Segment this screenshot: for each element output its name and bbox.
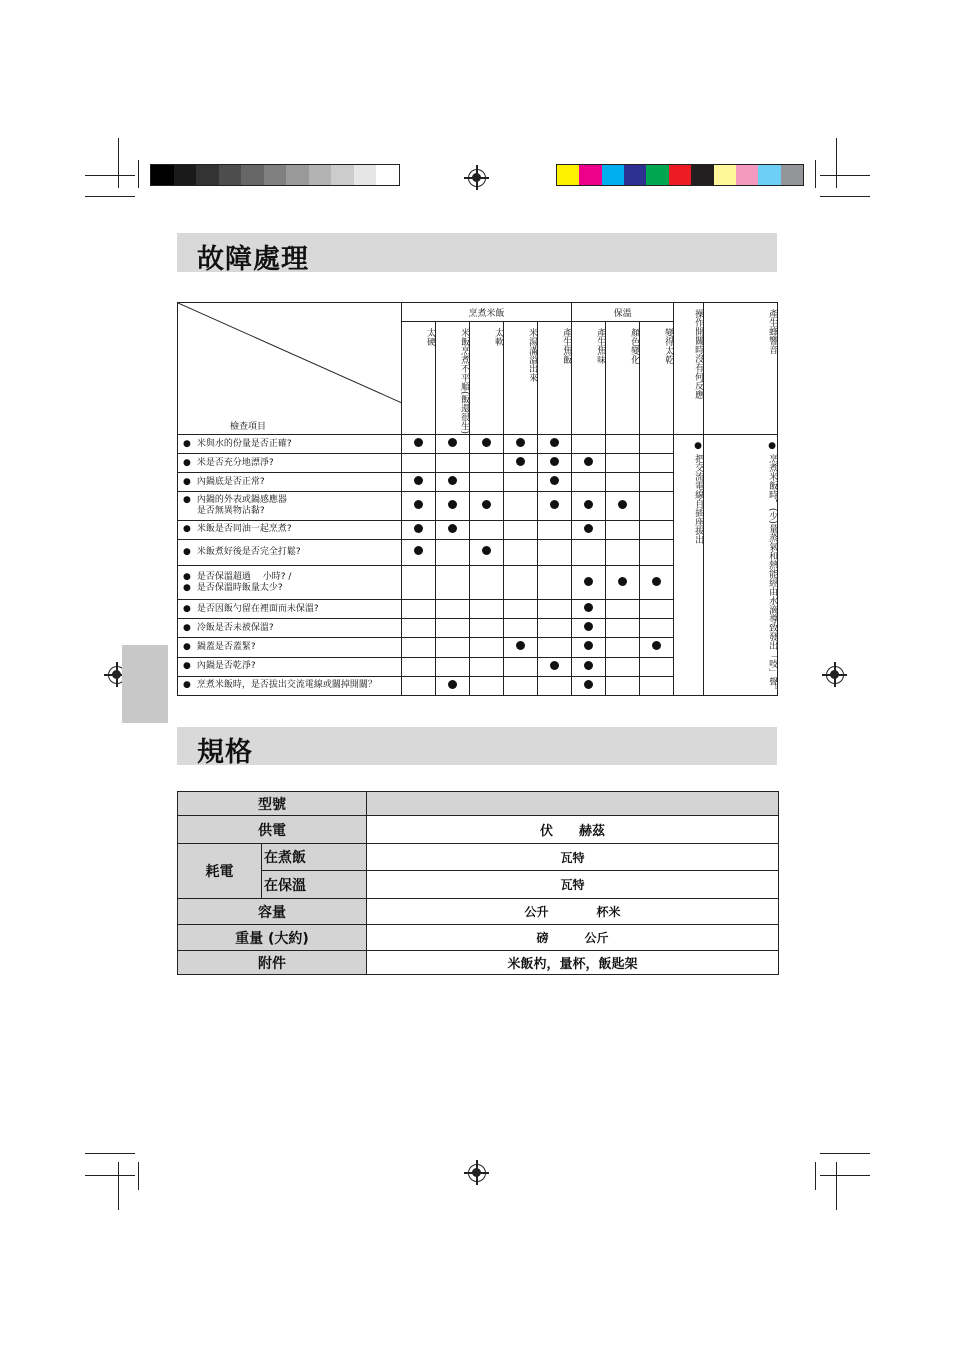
color-swatch	[624, 165, 646, 185]
bullet-icon: ●	[183, 524, 191, 535]
mark-cell	[436, 435, 470, 454]
color-swatch	[309, 165, 332, 185]
gray-calibration-bar	[150, 164, 400, 186]
mark-cell	[538, 435, 572, 454]
column-header: 太軟	[470, 322, 504, 435]
mark-cell	[606, 435, 640, 454]
mark-cell	[606, 638, 640, 657]
mark-cell	[572, 565, 606, 599]
bullet-mark-icon	[448, 524, 457, 533]
mark-cell	[470, 435, 504, 454]
bullet-mark-icon	[550, 457, 559, 466]
mark-cell	[504, 600, 538, 619]
bullet-mark-icon	[448, 680, 457, 689]
mark-cell	[572, 454, 606, 473]
mark-cell	[402, 600, 436, 619]
mark-cell	[504, 676, 538, 695]
mark-cell	[436, 619, 470, 638]
model-label: 型號	[178, 792, 367, 816]
mark-cell	[640, 520, 674, 539]
mark-cell	[402, 473, 436, 492]
mark-cell	[606, 492, 640, 520]
mark-cell	[470, 520, 504, 539]
crop-mark	[820, 175, 870, 176]
mark-cell	[640, 539, 674, 565]
bullet-icon: ●	[183, 603, 191, 614]
mark-cell	[470, 565, 504, 599]
mark-cell	[470, 454, 504, 473]
bullet-mark-icon	[584, 661, 593, 670]
check-item-text: 米是否充分地漂淨?	[196, 457, 274, 468]
bullet-mark-icon	[414, 476, 423, 485]
troubleshooting-heading-bar	[177, 233, 777, 275]
color-swatch	[219, 165, 242, 185]
column-header: 變得太乾	[640, 322, 674, 435]
crop-mark	[836, 138, 837, 188]
mark-cell	[436, 600, 470, 619]
check-item-text: 是否保溫時飯量太少?	[196, 582, 283, 593]
table-row	[178, 435, 778, 454]
page-side-tab	[122, 645, 168, 723]
mark-cell	[504, 638, 538, 657]
bullet-icon: ●	[693, 441, 704, 452]
check-item-text: 冷飯是否未被保溫?	[196, 622, 274, 633]
bullet-mark-icon	[584, 641, 593, 650]
bullet-mark-icon	[584, 457, 593, 466]
warming-label: 在保溫	[262, 871, 367, 899]
color-swatch	[151, 165, 174, 185]
mark-cell	[402, 565, 436, 599]
bullet-mark-icon	[448, 500, 457, 509]
mark-cell	[436, 565, 470, 599]
mark-cell	[606, 473, 640, 492]
mark-cell	[538, 657, 572, 676]
crop-mark	[85, 196, 135, 197]
specs-title: 規格	[197, 737, 253, 768]
mark-cell	[402, 435, 436, 454]
mark-cell	[436, 520, 470, 539]
color-swatch	[376, 165, 399, 185]
mark-cell	[436, 638, 470, 657]
model-value	[367, 792, 779, 816]
switch-note-cell	[674, 435, 704, 696]
column-header: 產生焦飯	[538, 322, 572, 435]
crop-mark	[836, 1162, 837, 1210]
crop-mark	[85, 1153, 135, 1154]
mark-cell	[470, 539, 504, 565]
mark-cell	[538, 638, 572, 657]
registration-mark-icon	[826, 666, 844, 684]
switch-note: 把交流電線自插座拔出	[693, 453, 704, 544]
mark-cell	[572, 473, 606, 492]
crop-mark	[820, 1153, 870, 1154]
bullet-icon: ●	[183, 641, 191, 652]
check-item-text: 是否無異物沾黏?	[196, 506, 265, 516]
bullet-mark-icon	[584, 577, 593, 586]
color-swatch	[354, 165, 377, 185]
bullet-mark-icon	[584, 622, 593, 631]
bullet-mark-icon	[584, 603, 593, 612]
mark-cell	[538, 520, 572, 539]
check-item	[178, 638, 402, 657]
bullet-mark-icon	[618, 577, 627, 586]
group-warming-header: 保溫	[572, 303, 674, 322]
check-item	[178, 657, 402, 676]
mark-cell	[640, 454, 674, 473]
consumption-label: 耗電	[178, 844, 262, 899]
mark-cell	[640, 473, 674, 492]
cooking-label: 在煮飯	[262, 844, 367, 871]
mark-cell	[640, 657, 674, 676]
capacity-label: 容量	[178, 899, 367, 925]
mark-cell	[640, 492, 674, 520]
mark-cell	[504, 435, 538, 454]
warming-value: 瓦特	[367, 871, 779, 899]
color-swatch	[174, 165, 197, 185]
mark-cell	[606, 520, 640, 539]
mark-cell	[470, 657, 504, 676]
mark-cell	[504, 539, 538, 565]
mark-cell	[402, 638, 436, 657]
mark-cell	[606, 454, 640, 473]
check-item	[178, 619, 402, 638]
mark-cell	[572, 539, 606, 565]
mark-cell	[538, 492, 572, 520]
bullet-mark-icon	[550, 500, 559, 509]
bullet-mark-icon	[414, 524, 423, 533]
mark-cell	[504, 565, 538, 599]
check-item-text: 米與水的份量是否正確?	[196, 438, 292, 449]
crop-mark	[815, 1162, 816, 1190]
check-item	[178, 520, 402, 539]
mark-cell	[402, 657, 436, 676]
color-swatch	[669, 165, 691, 185]
mark-cell	[402, 619, 436, 638]
mark-cell	[436, 454, 470, 473]
color-swatch	[331, 165, 354, 185]
bullet-mark-icon	[482, 438, 491, 447]
bullet-icon: ●	[183, 546, 191, 557]
bullet-mark-icon	[652, 577, 661, 586]
bullet-mark-icon	[414, 546, 423, 555]
bullet-icon: ●	[767, 441, 778, 452]
mark-cell	[538, 619, 572, 638]
corner-cell	[178, 303, 402, 435]
bullet-mark-icon	[550, 476, 559, 485]
accessories-value: 米飯杓，量杯，飯匙架	[367, 951, 779, 975]
check-item-text: 烹煮米飯時，是否拔出交流電線或關掉開關？	[196, 680, 377, 691]
mark-cell	[402, 676, 436, 695]
column-header: 顏色變化	[606, 322, 640, 435]
mark-cell	[538, 454, 572, 473]
column-header: 米湯滿溢出來	[504, 322, 538, 435]
check-item-text: 鍋蓋是否蓋緊?	[196, 641, 256, 652]
check-item-text: 內鍋是否乾淨?	[196, 661, 256, 672]
mark-cell	[470, 492, 504, 520]
mark-cell	[640, 600, 674, 619]
mark-cell	[504, 454, 538, 473]
mark-cell	[436, 492, 470, 520]
mark-cell	[572, 435, 606, 454]
check-item	[178, 435, 402, 454]
mark-cell	[504, 619, 538, 638]
mark-cell	[606, 539, 640, 565]
check-item-text: 是否保溫超過 小時? /	[196, 571, 292, 582]
bullet-icon: ●	[183, 582, 191, 593]
mark-cell	[470, 619, 504, 638]
color-swatch	[557, 165, 579, 185]
crop-mark	[85, 1175, 135, 1176]
mark-cell	[572, 492, 606, 520]
bullet-mark-icon	[414, 500, 423, 509]
check-item-text: 米飯煮好後是否完全打鬆?	[196, 546, 301, 557]
color-swatch	[758, 165, 780, 185]
noise-header: 產生蜂響音	[704, 303, 778, 435]
color-swatch	[691, 165, 713, 185]
mark-cell	[606, 565, 640, 599]
bullet-mark-icon	[516, 438, 525, 447]
specs-heading-bar	[177, 727, 777, 768]
mark-cell	[402, 539, 436, 565]
group-cooking-header: 烹煮米飯	[402, 303, 572, 322]
color-swatch	[286, 165, 309, 185]
troubleshooting-table	[177, 302, 778, 696]
crop-mark	[820, 196, 870, 197]
crop-mark	[85, 175, 135, 176]
check-item-text: 米飯是否同油一起烹煮?	[196, 524, 292, 535]
mark-cell	[504, 520, 538, 539]
mark-cell	[538, 676, 572, 695]
check-item	[178, 492, 402, 520]
mark-cell	[572, 600, 606, 619]
bullet-mark-icon	[584, 500, 593, 509]
bullet-mark-icon	[550, 438, 559, 447]
noise-note-cell	[704, 435, 778, 696]
crop-mark	[118, 138, 119, 188]
mark-cell	[572, 520, 606, 539]
bullet-mark-icon	[652, 641, 661, 650]
check-item	[178, 473, 402, 492]
bullet-mark-icon	[448, 438, 457, 447]
mark-cell	[402, 454, 436, 473]
bullet-icon: ●	[183, 457, 191, 468]
bullet-mark-icon	[516, 457, 525, 466]
color-swatch	[264, 165, 287, 185]
mark-cell	[606, 657, 640, 676]
bullet-icon: ●	[183, 680, 191, 691]
mark-cell	[640, 676, 674, 695]
check-item-text: 內鍋底是否正常?	[196, 476, 265, 487]
color-swatch	[646, 165, 668, 185]
cooking-value: 瓦特	[367, 844, 779, 871]
color-swatch	[736, 165, 758, 185]
mark-cell	[470, 473, 504, 492]
mark-cell	[504, 492, 538, 520]
bullet-mark-icon	[584, 680, 593, 689]
mark-cell	[538, 473, 572, 492]
specs-table	[177, 791, 779, 975]
mark-cell	[538, 539, 572, 565]
troubleshooting-title: 故障處理	[197, 244, 309, 275]
bullet-mark-icon	[482, 546, 491, 555]
switch-no-response-header: 操作開關時沒有何反應	[674, 303, 704, 435]
mark-cell	[402, 520, 436, 539]
check-item	[178, 600, 402, 619]
mark-cell	[572, 638, 606, 657]
registration-mark-icon	[468, 169, 486, 187]
mark-cell	[640, 638, 674, 657]
check-item	[178, 565, 402, 599]
crop-mark	[118, 1162, 119, 1210]
mark-cell	[436, 539, 470, 565]
diagonal-line	[178, 303, 402, 403]
color-swatch	[781, 165, 803, 185]
check-item	[178, 454, 402, 473]
weight-label: 重量 (大約)	[178, 925, 367, 951]
weight-value: 磅 公斤	[367, 925, 779, 951]
bullet-mark-icon	[482, 500, 491, 509]
crop-mark	[815, 160, 816, 188]
column-header: 太硬	[402, 322, 436, 435]
color-calibration-bar	[556, 164, 804, 186]
mark-cell	[436, 657, 470, 676]
power-label: 供電	[178, 816, 367, 844]
mark-cell	[504, 473, 538, 492]
color-swatch	[196, 165, 219, 185]
noise-note: 烹煮米飯時，(少)量蒸氣和熱能經由水滴導致發出「吱」聲。	[767, 453, 778, 695]
crop-mark	[820, 1175, 870, 1176]
color-swatch	[714, 165, 736, 185]
check-item-text: 是否因飯勺留在裡面而未保溫?	[196, 603, 319, 614]
mark-cell	[572, 619, 606, 638]
mark-cell	[436, 473, 470, 492]
accessories-label: 附件	[178, 951, 367, 975]
mark-cell	[572, 676, 606, 695]
mark-cell	[640, 619, 674, 638]
bullet-mark-icon	[584, 524, 593, 533]
bullet-icon: ●	[183, 495, 191, 505]
mark-cell	[606, 619, 640, 638]
mark-cell	[402, 492, 436, 520]
bullet-mark-icon	[448, 476, 457, 485]
mark-cell	[436, 676, 470, 695]
mark-cell	[470, 638, 504, 657]
color-swatch	[579, 165, 601, 185]
mark-cell	[640, 565, 674, 599]
corner-label: 檢查項目	[230, 422, 267, 433]
bullet-mark-icon	[550, 661, 559, 670]
mark-cell	[504, 657, 538, 676]
power-value: 伏 赫茲	[367, 816, 779, 844]
mark-cell	[606, 600, 640, 619]
mark-cell	[470, 676, 504, 695]
mark-cell	[640, 435, 674, 454]
bullet-mark-icon	[618, 500, 627, 509]
mark-cell	[606, 676, 640, 695]
bullet-icon: ●	[183, 661, 191, 672]
check-item	[178, 539, 402, 565]
bullet-icon: ●	[183, 622, 191, 633]
color-swatch	[241, 165, 264, 185]
mark-cell	[538, 600, 572, 619]
capacity-value: 公升 杯米	[367, 899, 779, 925]
bullet-icon: ●	[183, 476, 191, 487]
color-swatch	[602, 165, 624, 185]
bullet-icon: ●	[183, 438, 191, 449]
mark-cell	[538, 565, 572, 599]
mark-cell	[470, 600, 504, 619]
bullet-mark-icon	[516, 641, 525, 650]
crop-mark	[138, 160, 139, 188]
bullet-mark-icon	[414, 438, 423, 447]
mark-cell	[572, 657, 606, 676]
registration-mark-icon	[468, 1164, 486, 1182]
check-item	[178, 676, 402, 695]
check-item-text: 內鍋的外表或鍋感應器	[196, 495, 287, 505]
bullet-icon: ●	[183, 571, 191, 582]
crop-mark	[138, 1162, 139, 1190]
column-header: 米飯烹煮不平順(飯還很生)	[436, 322, 470, 435]
column-header: 產生焦味	[572, 322, 606, 435]
